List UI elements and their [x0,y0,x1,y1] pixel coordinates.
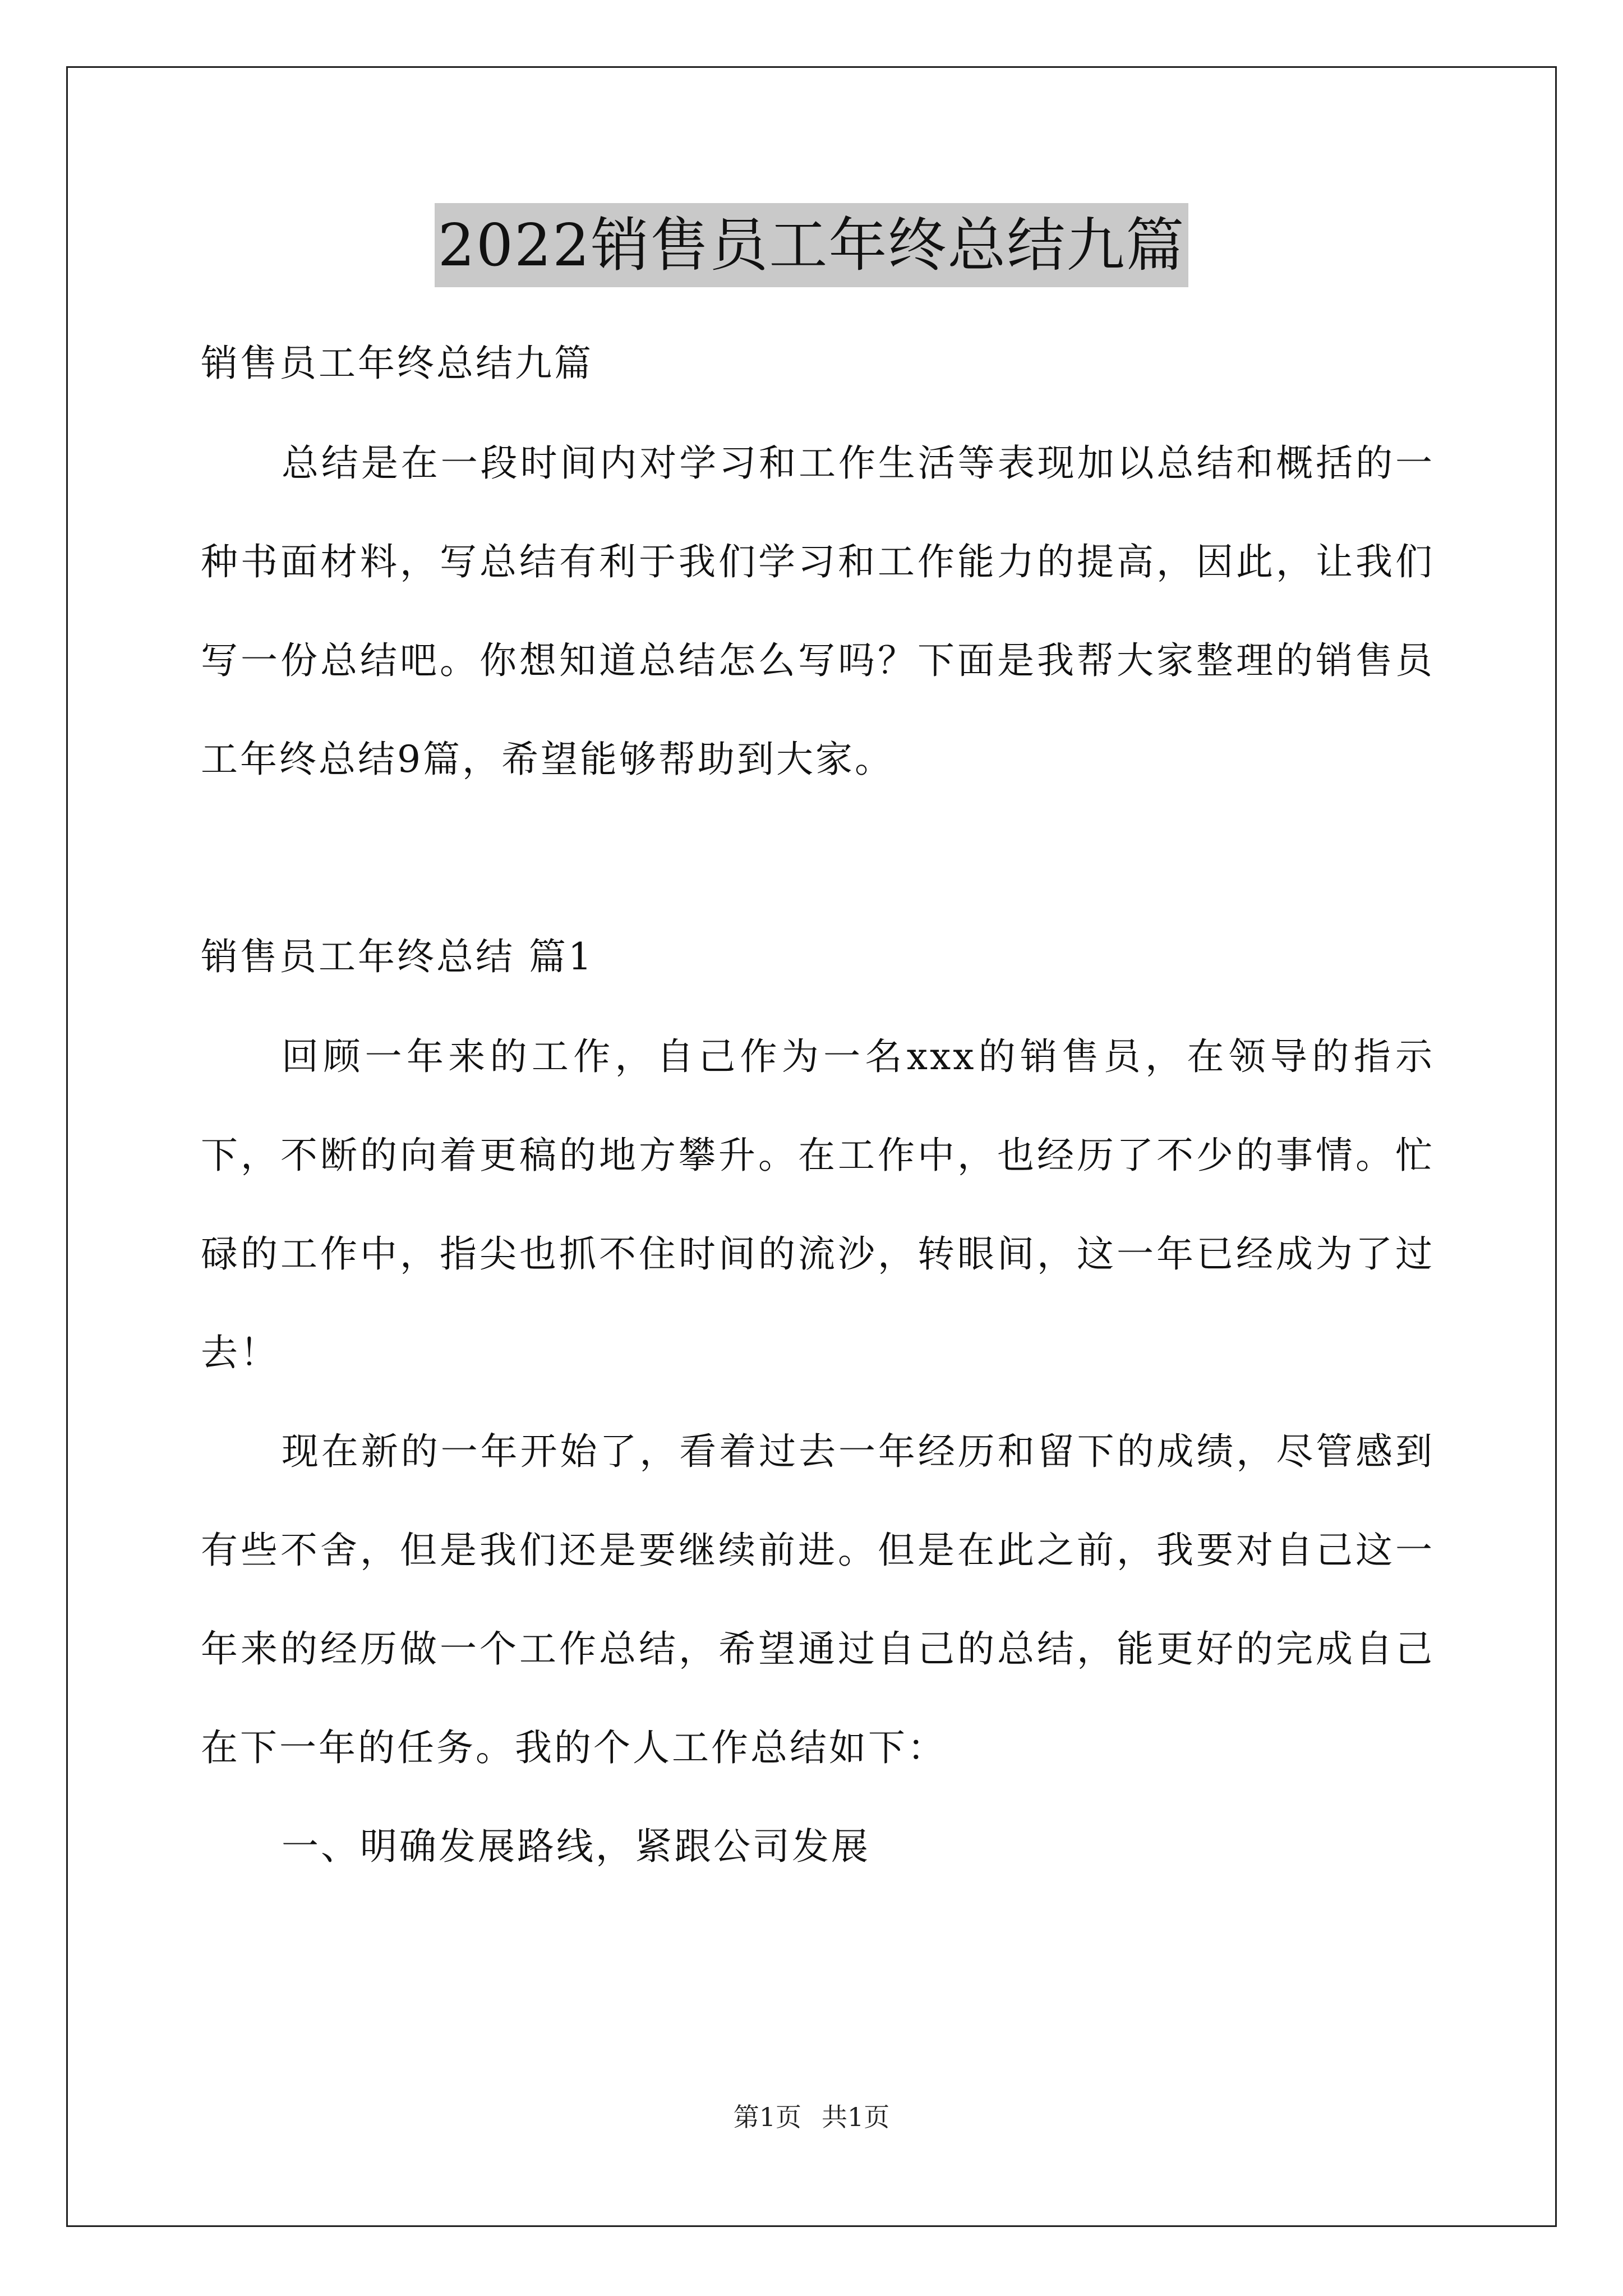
section-heading: 销售员工年终总结 篇1 [201,935,594,978]
page-number: 第1页 [733,2102,801,2132]
intro-paragraph: 总结是在一段时间内对学习和工作生活等表现加以总结和概括的一种书面材料，写总结有利于我们学习和工作能力的提高，因此，让我们写一份总结吧。你想知道总结怎么写吗？下面是我帮大家整理的销售员工年终总结9篇，希望能够帮助到大家。 [201,441,1435,781]
page-total: 共1页 [822,2102,890,2132]
body-paragraph: 回顾一年来的工作，自己作为一名xxx的销售员，在领导的指示下，不断的向着更稿的地方攀升。在工作中，也经历了不少的事情。忙碌的工作中，指尖也抓不住时间的流沙，转眼间，这一年已经成为了过去！ [201,1035,1435,1374]
document-body [201,314,1435,1896]
page-footer [0,2097,1623,2134]
body-paragraph: 一、明确发展路线，紧跟公司发展 [282,1825,870,1868]
document-title: 2022销售员工年终总结九篇 [435,203,1189,287]
spacer [201,809,1435,908]
title-container [0,203,1623,287]
body-paragraph: 现在新的一年开始了，看着过去一年经历和留下的成绩，尽管感到有些不舍，但是我们还是要继续前进。但是在此之前，我要对自己这一年来的经历做一个工作总结，希望通过自己的总结，能更好的完成自己在下一年的任务。我的个人工作总结如下： [201,1430,1435,1769]
document-subtitle: 销售员工年终总结九篇 [201,342,593,385]
